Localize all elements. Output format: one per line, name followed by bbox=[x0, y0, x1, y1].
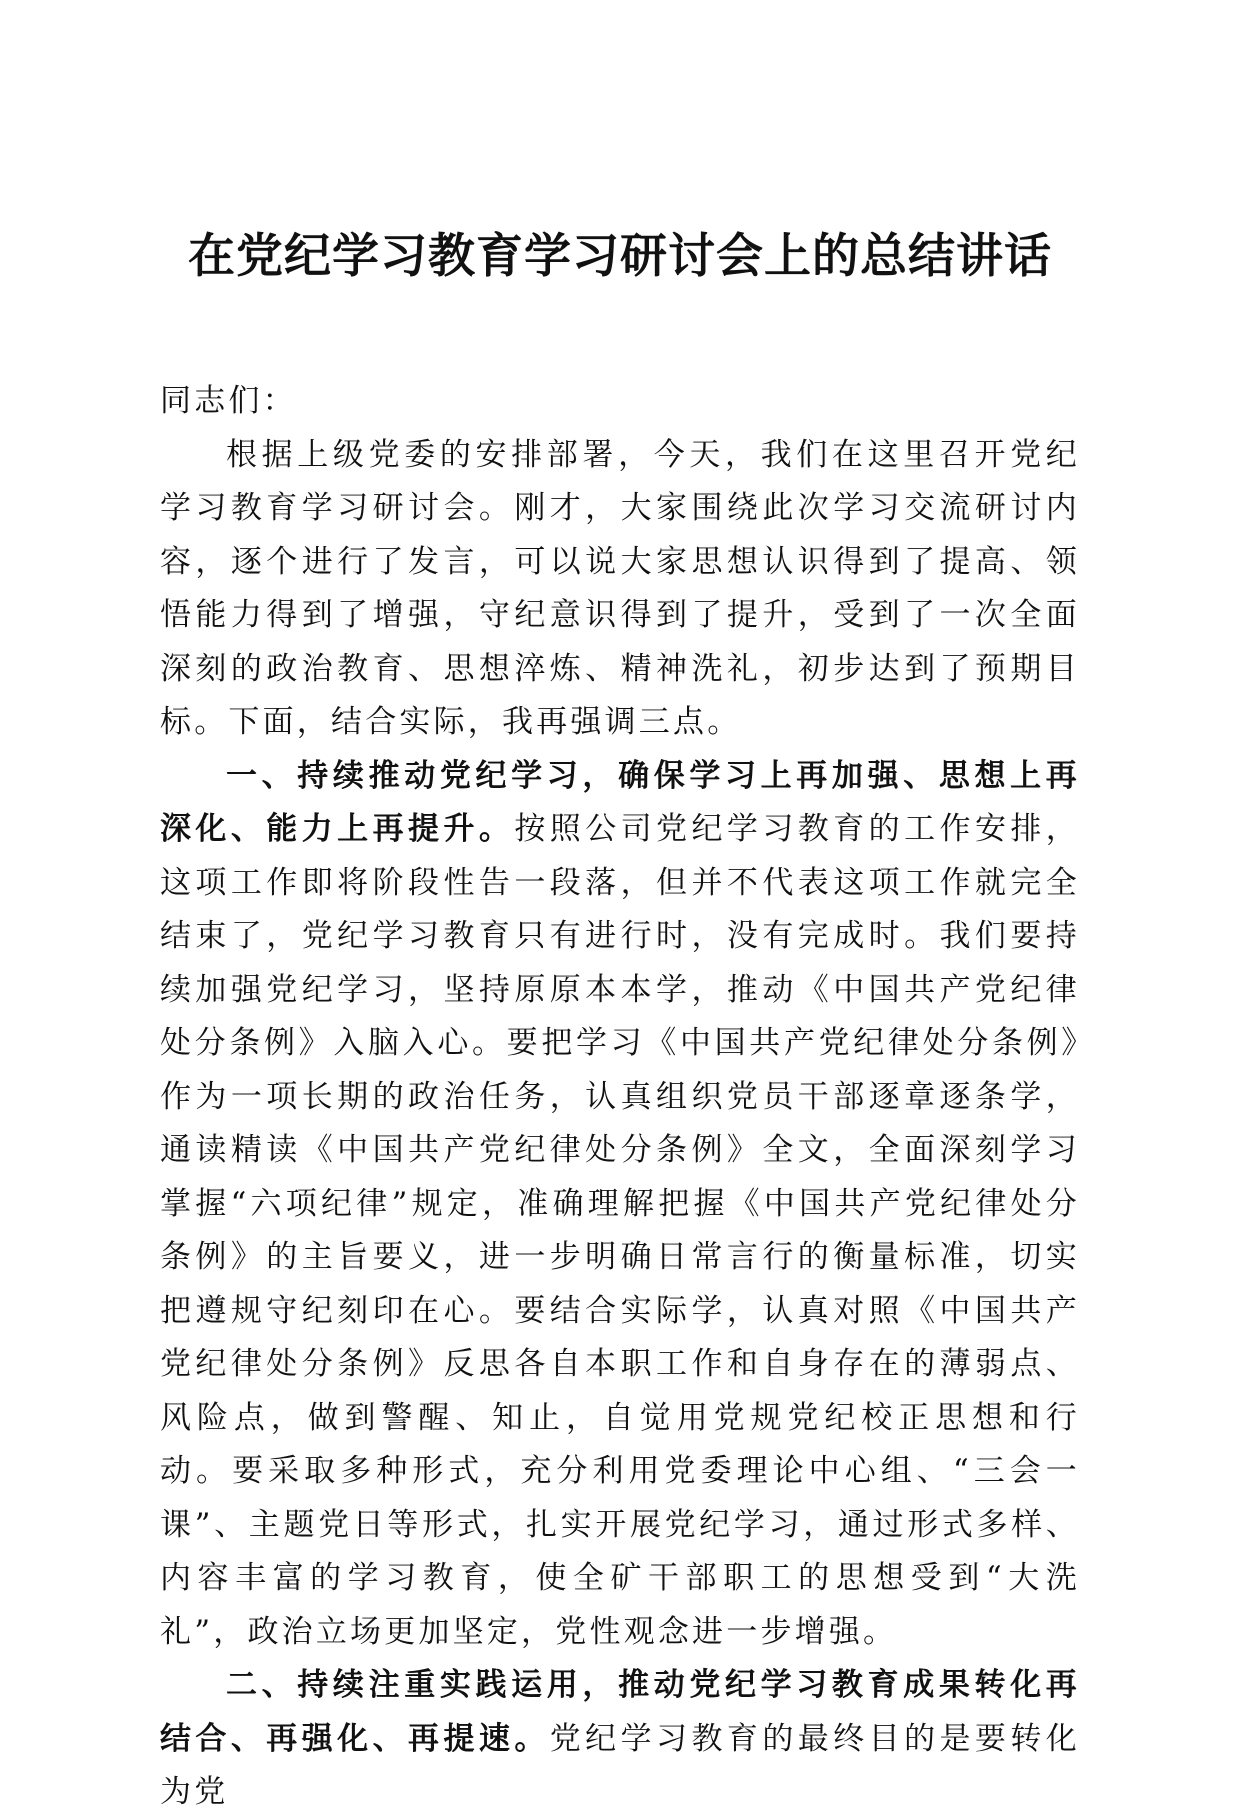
intro-paragraph: 根据上级党委的安排部署，今天，我们在这里召开党纪学习教育学习研讨会。刚才，大家围绕此次学习交流研讨内容，逐个进行了发言，可以说大家思想认识得到了提高、领悟能力得到了增强，守纪意识得到了提升，受到了一次全面深刻的政治教育、思想淬炼、精神洗礼，初步达到了预期目标。下面，结合实际，我再强调三点。 bbox=[160, 436, 1080, 740]
section-2-paragraph bbox=[160, 1659, 1080, 1820]
section-1-paragraph bbox=[160, 750, 1080, 1660]
salutation: 同志们： bbox=[160, 383, 297, 419]
section-2-heading: 二、持续注重实践运用，推动党纪学习教育成果转化再结合、再强化、再提速。 bbox=[160, 1667, 1080, 1757]
document-body bbox=[160, 375, 1080, 1820]
section-1-body: 按照公司党纪学习教育的工作安排，这项工作即将阶段性告一段落，但并不代表这项工作就完全结束了，党纪学习教育只有进行时，没有完成时。我们要持续加强党纪学习，坚持原原本本学，推动《中国共产党纪律处分条例》入脑入心。要把学习《中国共产党纪律处分条例》作为一项长期的政治任务，认真组织党员干部逐章逐条学，通读精读《中国共产党纪律处分条例》全文，全面深刻学习掌握“六项纪律”规定，准确理解把握《中国共产党纪律处分条例》的主旨要义，进一步明确日常言行的衡量标准，切实把遵规守纪刻印在心。要结合实际学，认真对照《中国共产党纪律处分条例》反思各自本职工作和自身存在的薄弱点、风险点，做到警醒、知止，自觉用党规党纪校正思想和行动。要采取多种形式，充分利用党委理论中心组、“三会一课”、主题党日等形式，扎实开展党纪学习，通过形式多样、内容丰富的学习教育，使全矿干部职工的思想受到“大洗礼”，政治立场更加坚定，党性观念进一步增强。 bbox=[160, 811, 1081, 1650]
section-1-heading: 一、持续推动党纪学习，确保学习上再加强、思想上再深化、能力上再提升。 bbox=[160, 757, 1080, 847]
section-2-body: 党纪学习教育的最终目的是要转化为党 bbox=[160, 1720, 1080, 1810]
document-title: 在党纪学习教育学习研讨会上的总结讲话 bbox=[188, 229, 1052, 284]
